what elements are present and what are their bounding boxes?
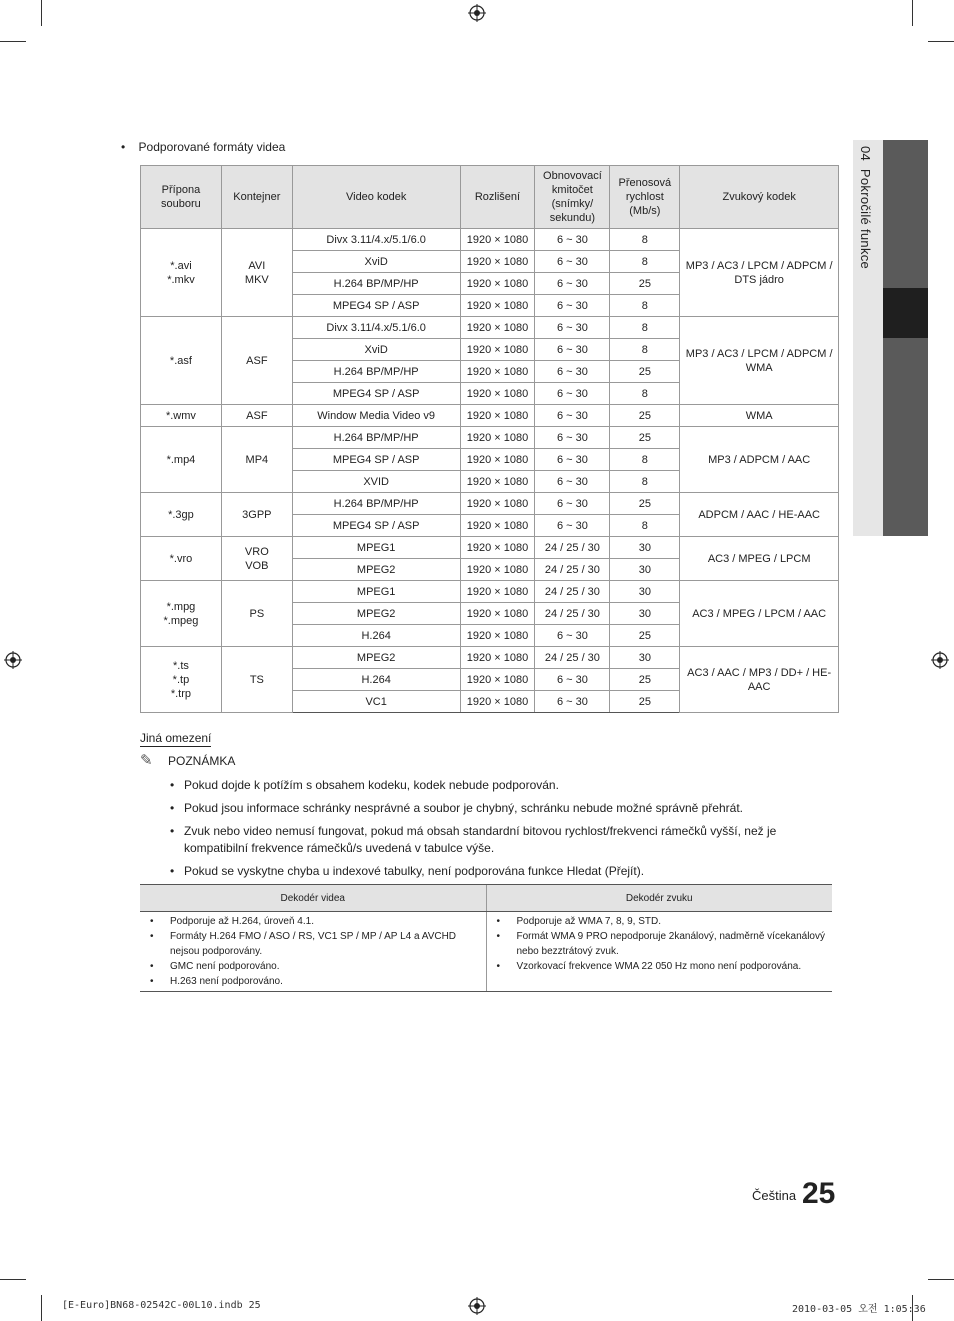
video-format-table: [140, 165, 839, 713]
video-codec-cell: MPEG4 SP / ASP: [292, 515, 460, 537]
frame-rate-cell: 24 / 25 / 30: [535, 559, 610, 581]
bitrate-cell: 25: [610, 405, 680, 427]
frame-rate-cell: 6 ~ 30: [535, 493, 610, 515]
column-header: Přenosová rychlost (Mb/s): [610, 166, 680, 229]
crop-mark: [928, 1279, 954, 1280]
resolution-cell: 1920 × 1080: [460, 625, 535, 647]
list-item: • Podporuje až WMA 7, 8, 9, STD.: [487, 914, 833, 929]
frame-rate-cell: 24 / 25 / 30: [535, 603, 610, 625]
video-codec-cell: XviD: [292, 339, 460, 361]
resolution-cell: 1920 × 1080: [460, 405, 535, 427]
decoder-table: [140, 884, 832, 992]
container-cell: PS: [221, 581, 292, 647]
audio-decoder-header: Dekodér zvuku: [486, 885, 832, 912]
resolution-cell: 1920 × 1080: [460, 691, 535, 713]
resolution-cell: 1920 × 1080: [460, 669, 535, 691]
table-row: [141, 317, 839, 339]
video-codec-cell: H.264: [292, 625, 460, 647]
container-cell: TS: [221, 647, 292, 713]
video-codec-cell: MPEG4 SP / ASP: [292, 383, 460, 405]
side-tab-active-block: [883, 288, 928, 338]
file-extension-cell: *.mpg *.mpeg: [141, 581, 222, 647]
frame-rate-cell: 6 ~ 30: [535, 691, 610, 713]
table-row: [141, 405, 839, 427]
video-codec-cell: H.264 BP/MP/HP: [292, 427, 460, 449]
resolution-cell: 1920 × 1080: [460, 383, 535, 405]
table-row: [141, 229, 839, 251]
video-codec-cell: MPEG1: [292, 537, 460, 559]
container-cell: MP4: [221, 427, 292, 493]
resolution-cell: 1920 × 1080: [460, 317, 535, 339]
resolution-cell: 1920 × 1080: [460, 339, 535, 361]
container-cell: ASF: [221, 405, 292, 427]
frame-rate-cell: 6 ~ 30: [535, 669, 610, 691]
resolution-cell: 1920 × 1080: [460, 427, 535, 449]
audio-codec-cell: AC3 / AAC / MP3 / DD+ / HE-AAC: [680, 647, 839, 713]
bitrate-cell: 25: [610, 493, 680, 515]
video-codec-cell: MPEG2: [292, 603, 460, 625]
audio-codec-cell: WMA: [680, 405, 839, 427]
bitrate-cell: 8: [610, 339, 680, 361]
resolution-cell: 1920 × 1080: [460, 581, 535, 603]
frame-rate-cell: 6 ~ 30: [535, 515, 610, 537]
audio-codec-cell: MP3 / AC3 / LPCM / ADPCM / DTS jádro: [680, 229, 839, 317]
frame-rate-cell: 6 ~ 30: [535, 471, 610, 493]
bitrate-cell: 30: [610, 603, 680, 625]
column-header: Kontejner: [221, 166, 292, 229]
audio-codec-cell: MP3 / AC3 / LPCM / ADPCM / WMA: [680, 317, 839, 405]
column-header: Zvukový kodek: [680, 166, 839, 229]
frame-rate-cell: 6 ~ 30: [535, 427, 610, 449]
file-extension-cell: *.vro: [141, 537, 222, 581]
resolution-cell: 1920 × 1080: [460, 295, 535, 317]
page-number: 25: [802, 1177, 836, 1210]
table-row: [141, 493, 839, 515]
container-cell: 3GPP: [221, 493, 292, 537]
bitrate-cell: 8: [610, 295, 680, 317]
audio-codec-cell: AC3 / MPEG / LPCM / AAC: [680, 581, 839, 647]
bitrate-cell: 8: [610, 317, 680, 339]
crop-mark: [928, 41, 954, 42]
video-codec-cell: MPEG4 SP / ASP: [292, 449, 460, 471]
bitrate-cell: 30: [610, 537, 680, 559]
resolution-cell: 1920 × 1080: [460, 361, 535, 383]
resolution-cell: 1920 × 1080: [460, 493, 535, 515]
file-extension-cell: *.asf: [141, 317, 222, 405]
bitrate-cell: 25: [610, 625, 680, 647]
file-extension-cell: *.avi *.mkv: [141, 229, 222, 317]
video-codec-cell: MPEG4 SP / ASP: [292, 295, 460, 317]
bitrate-cell: 8: [610, 229, 680, 251]
video-codec-cell: XviD: [292, 251, 460, 273]
column-header: Přípona souboru: [141, 166, 222, 229]
bitrate-cell: 8: [610, 449, 680, 471]
video-codec-cell: H.264: [292, 669, 460, 691]
video-decoder-header: Dekodér videa: [140, 885, 486, 912]
list-item: • GMC není podporováno.: [140, 959, 486, 974]
bitrate-cell: 25: [610, 669, 680, 691]
pencil-note-icon: ✎: [140, 752, 153, 769]
bitrate-cell: 25: [610, 273, 680, 295]
container-cell: AVI MKV: [221, 229, 292, 317]
frame-rate-cell: 24 / 25 / 30: [535, 537, 610, 559]
bitrate-cell: 30: [610, 559, 680, 581]
audio-codec-cell: MP3 / ADPCM / AAC: [680, 427, 839, 493]
bitrate-cell: 30: [610, 647, 680, 669]
file-extension-cell: *.ts *.tp *.trp: [141, 647, 222, 713]
video-codec-cell: XVID: [292, 471, 460, 493]
list-item: • H.263 není podporováno.: [140, 974, 486, 989]
audio-codec-cell: AC3 / MPEG / LPCM: [680, 537, 839, 581]
video-codec-cell: MPEG2: [292, 559, 460, 581]
bitrate-cell: 30: [610, 581, 680, 603]
list-item: • Formát WMA 9 PRO nepodporuje 2kanálový, nadměrně vícekanálový nebo bezztrátový zvuk.: [487, 929, 833, 959]
table-row: [141, 427, 839, 449]
video-codec-cell: H.264 BP/MP/HP: [292, 493, 460, 515]
file-extension-cell: *.mp4: [141, 427, 222, 493]
column-header: Obnovovací kmitočet (snímky/ sekundu): [535, 166, 610, 229]
video-codec-cell: H.264 BP/MP/HP: [292, 273, 460, 295]
frame-rate-cell: 6 ~ 30: [535, 273, 610, 295]
section-bullet: • Podporované formáty videa: [121, 140, 286, 154]
list-item: • Podporuje až H.264, úroveň 4.1.: [140, 914, 486, 929]
video-codec-cell: MPEG1: [292, 581, 460, 603]
video-codec-cell: Divx 3.11/4.x/5.1/6.0: [292, 317, 460, 339]
print-date: 2010-03-05 오전 1:05:36: [792, 1304, 926, 1315]
crop-mark: [41, 0, 42, 26]
resolution-cell: 1920 × 1080: [460, 273, 535, 295]
note-list: [140, 777, 840, 880]
other-limits-heading: Jiná omezení: [140, 731, 212, 745]
table-row: [141, 647, 839, 669]
list-item: • Pokud dojde k potížím s obsahem kodeku, kodek nebude podporován.: [140, 777, 840, 794]
resolution-cell: 1920 × 1080: [460, 229, 535, 251]
video-decoder-cell: [140, 912, 486, 992]
resolution-cell: 1920 × 1080: [460, 449, 535, 471]
container-cell: ASF: [221, 317, 292, 405]
list-item: • Formáty H.264 FMO / ASO / RS, VC1 SP / MP / AP L4 a AVCHD nejsou podporovány.: [140, 929, 486, 959]
registration-mark-icon: [468, 1297, 486, 1315]
resolution-cell: 1920 × 1080: [460, 251, 535, 273]
video-codec-cell: Divx 3.11/4.x/5.1/6.0: [292, 229, 460, 251]
page-language: Čeština: [752, 1188, 797, 1203]
crop-mark: [912, 0, 913, 26]
list-item: • Zvuk nebo video nemusí fungovat, pokud má obsah standardní bitovou rychlost/frekvenci rámečků vyšší, než je kompatibilní frekvence rámečků/s uvedená v tabulce výše.: [140, 823, 840, 857]
frame-rate-cell: 6 ~ 30: [535, 361, 610, 383]
list-item: • Pokud se vyskytne chyba u indexové tabulky, není podporována funkce Hledat (Přejít).: [140, 863, 840, 880]
frame-rate-cell: 6 ~ 30: [535, 405, 610, 427]
crop-mark: [0, 41, 26, 42]
frame-rate-cell: 6 ~ 30: [535, 317, 610, 339]
bitrate-cell: 8: [610, 471, 680, 493]
bitrate-cell: 25: [610, 427, 680, 449]
bitrate-cell: 8: [610, 383, 680, 405]
video-codec-cell: VC1: [292, 691, 460, 713]
crop-mark: [0, 1279, 26, 1280]
bitrate-cell: 25: [610, 691, 680, 713]
bitrate-cell: 25: [610, 361, 680, 383]
frame-rate-cell: 6 ~ 30: [535, 295, 610, 317]
video-codec-cell: Window Media Video v9: [292, 405, 460, 427]
video-codec-cell: H.264 BP/MP/HP: [292, 361, 460, 383]
video-codec-cell: MPEG2: [292, 647, 460, 669]
print-file-info: [E-Euro]BN68-02542C-00L10.indb 25: [62, 1300, 261, 1311]
resolution-cell: 1920 × 1080: [460, 515, 535, 537]
frame-rate-cell: 6 ~ 30: [535, 251, 610, 273]
note-label: POZNÁMKA: [168, 754, 236, 768]
resolution-cell: 1920 × 1080: [460, 537, 535, 559]
list-item: • Vzorkovací frekvence WMA 22 050 Hz mono není podporována.: [487, 959, 833, 974]
resolution-cell: 1920 × 1080: [460, 603, 535, 625]
side-tab-label: 04 Pokročilé funkce: [858, 146, 873, 270]
column-header: Rozlišení: [460, 166, 535, 229]
registration-mark-icon: [468, 4, 486, 22]
file-extension-cell: *.wmv: [141, 405, 222, 427]
resolution-cell: 1920 × 1080: [460, 559, 535, 581]
frame-rate-cell: 24 / 25 / 30: [535, 647, 610, 669]
bitrate-cell: 8: [610, 251, 680, 273]
frame-rate-cell: 6 ~ 30: [535, 229, 610, 251]
table-row: [141, 581, 839, 603]
frame-rate-cell: 6 ~ 30: [535, 383, 610, 405]
frame-rate-cell: 6 ~ 30: [535, 625, 610, 647]
table-row: [141, 537, 839, 559]
file-extension-cell: *.3gp: [141, 493, 222, 537]
column-header: Video kodek: [292, 166, 460, 229]
note-label-row: [140, 753, 840, 769]
resolution-cell: 1920 × 1080: [460, 471, 535, 493]
audio-codec-cell: ADPCM / AAC / HE-AAC: [680, 493, 839, 537]
frame-rate-cell: 6 ~ 30: [535, 449, 610, 471]
frame-rate-cell: 6 ~ 30: [535, 339, 610, 361]
crop-mark: [41, 1295, 42, 1321]
frame-rate-cell: 24 / 25 / 30: [535, 581, 610, 603]
container-cell: VRO VOB: [221, 537, 292, 581]
list-item: • Pokud jsou informace schránky nesprávné a soubor je chybný, schránku nebude možné správně přehrát.: [140, 800, 840, 817]
audio-decoder-cell: [486, 912, 832, 992]
resolution-cell: 1920 × 1080: [460, 647, 535, 669]
registration-mark-icon: [4, 651, 22, 669]
bitrate-cell: 8: [610, 515, 680, 537]
other-limits-section: [140, 730, 840, 886]
registration-mark-icon: [931, 651, 949, 669]
section-heading: Podporované formáty videa: [138, 140, 286, 154]
side-tab-block: [883, 140, 928, 288]
side-tab-block: [883, 338, 928, 536]
